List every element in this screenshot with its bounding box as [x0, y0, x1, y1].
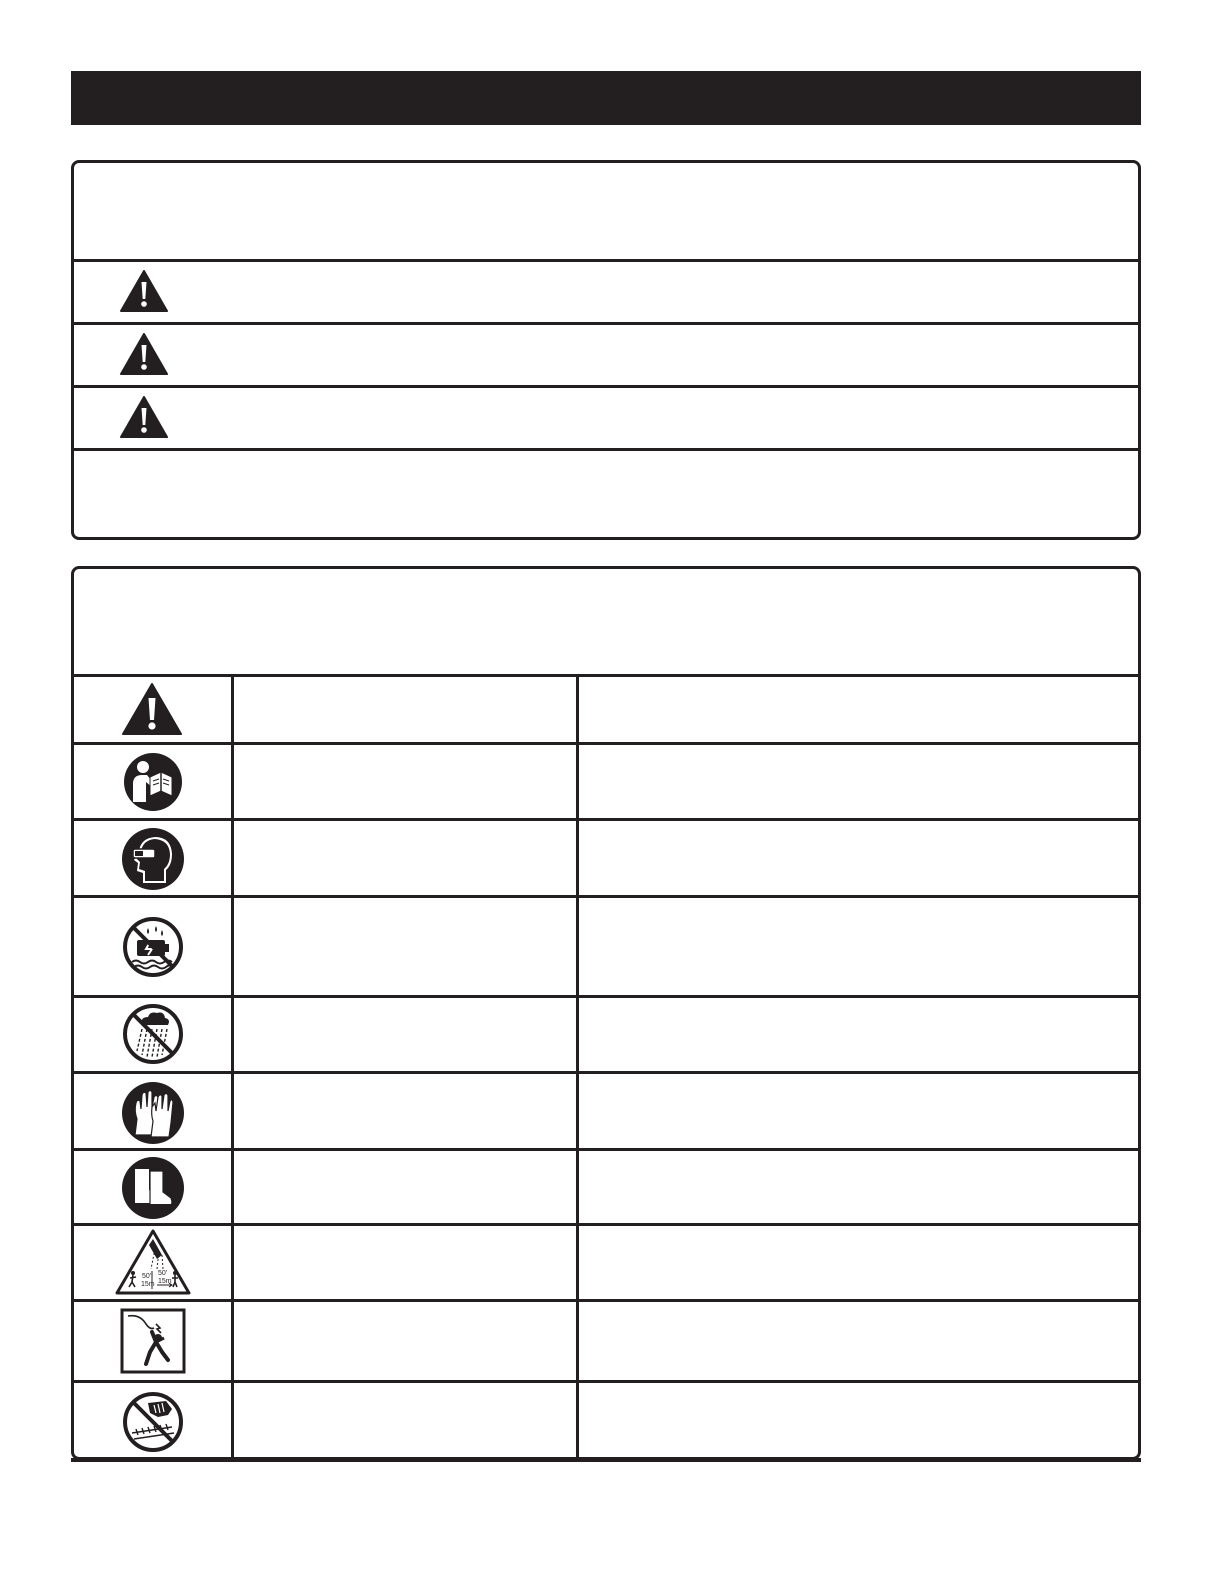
- distance-label: 50': [142, 1273, 152, 1280]
- eye-protection-icon: [121, 827, 185, 891]
- safety-alert-triangle-icon: [121, 682, 183, 736]
- row-divider: [74, 1071, 1138, 1074]
- distance-label: 15m: [158, 1278, 172, 1285]
- section-header-bar: [71, 71, 1141, 125]
- distance-label: 50': [158, 1270, 168, 1277]
- keep-distance-50ft-icon: [115, 1229, 191, 1295]
- wear-boots-icon: [121, 1156, 185, 1220]
- row-divider: [74, 995, 1138, 998]
- row-divider: [74, 1148, 1138, 1151]
- electrocution-hazard-icon: [120, 1308, 186, 1374]
- row-divider: [74, 742, 1138, 745]
- keep-hands-away-icon: [122, 1391, 184, 1453]
- wear-gloves-icon: [121, 1081, 185, 1145]
- column-divider: [231, 674, 234, 1457]
- signal-words-box: [71, 160, 1141, 540]
- symbols-table-box: [71, 566, 1141, 1460]
- no-wet-battery-icon: [122, 916, 184, 978]
- divider: [74, 322, 1138, 325]
- row-divider: [74, 1380, 1138, 1383]
- distance-label: 15m: [141, 1281, 155, 1288]
- warning-triangle-icon: [120, 333, 168, 375]
- warning-triangle-icon: [120, 270, 168, 312]
- page-bottom-rule: [71, 1458, 1141, 1462]
- row-divider: [74, 1299, 1138, 1302]
- divider: [74, 385, 1138, 388]
- row-divider: [74, 818, 1138, 821]
- no-rain-icon: [122, 1003, 184, 1065]
- warning-triangle-icon: [120, 396, 168, 438]
- row-divider: [74, 895, 1138, 898]
- divider: [74, 448, 1138, 451]
- read-manual-icon: [123, 752, 183, 812]
- row-divider: [74, 1223, 1138, 1226]
- column-divider: [576, 674, 579, 1457]
- divider: [74, 259, 1138, 262]
